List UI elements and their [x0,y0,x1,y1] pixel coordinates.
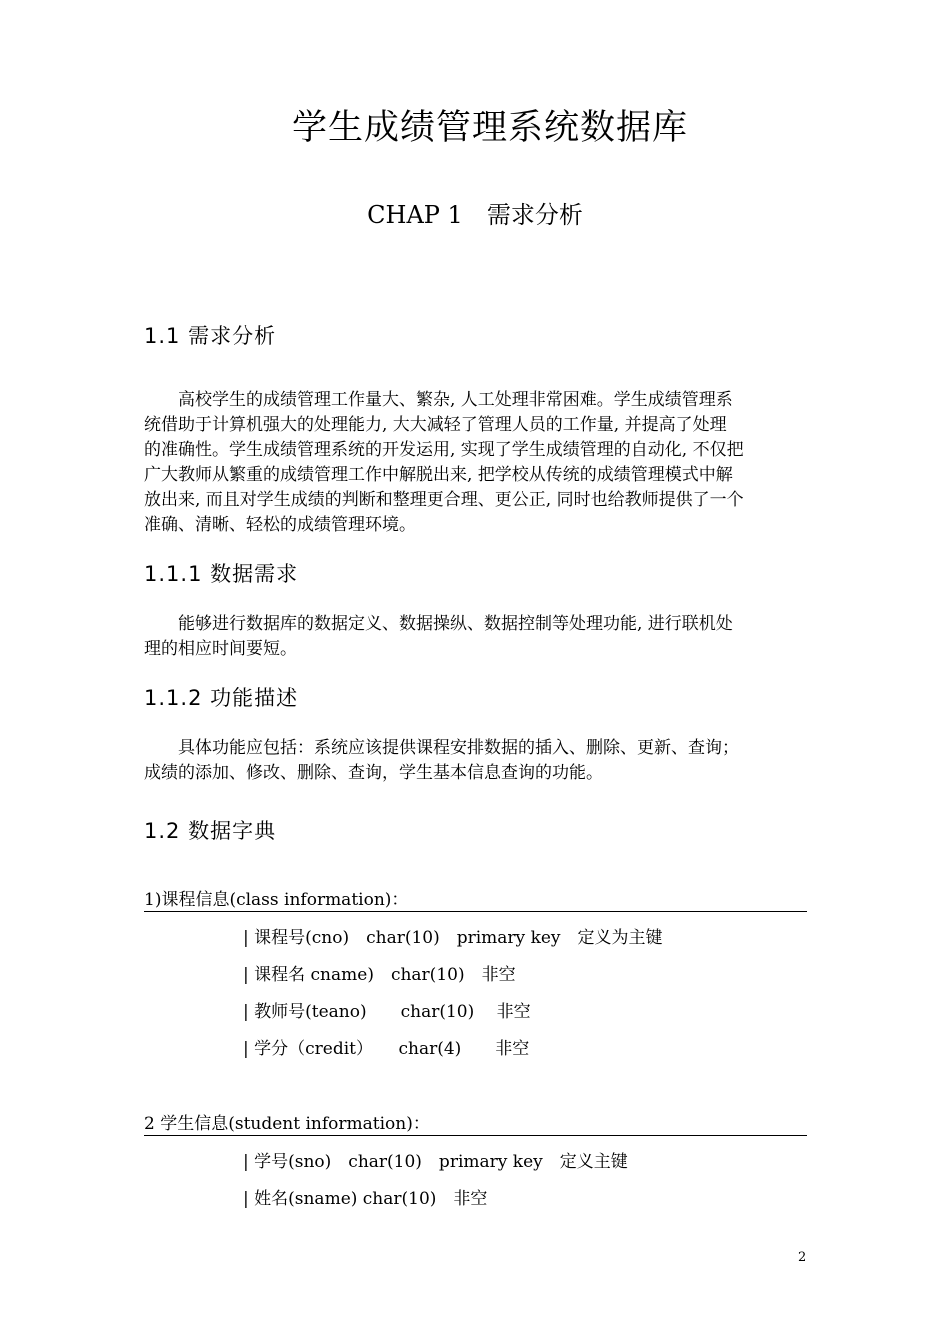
paragraph-requirements [144,388,809,538]
chapter-heading: CHAP 1 需求分析 [367,201,583,229]
page-number: 2 [798,1250,807,1265]
student-field-row: | 姓名(sname) char(10) 非空 [243,1189,488,1209]
paragraph-line: 广大教师从繁重的成绩管理工作中解脱出来, 把学校从传统的成绩管理模式中解 [144,465,733,485]
paragraph-line: 统借助于计算机强大的处理能力, 大大减轻了管理人员的工作量, 并提高了处理 [144,415,727,435]
paragraph-line: 理的相应时间要短。 [144,639,297,659]
section-heading-1-1-2: 1.1.2 功能描述 [144,686,299,710]
document-title: 学生成绩管理系统数据库 [291,108,688,148]
student-table-caption: 2 学生信息(student information)： [144,1109,807,1136]
paragraph-line: 能够进行数据库的数据定义、数据操纵、数据控制等处理功能, 进行联机处 [144,614,733,634]
paragraph-line: 准确、清晰、轻松的成绩管理环境。 [144,515,416,535]
paragraph-function-description [144,736,809,786]
student-field-row: | 学号(sno) char(10) primary key 定义主键 [243,1152,628,1172]
paragraph-line: 具体功能应包括：系统应该提供课程安排数据的插入、删除、更新、查询； [144,738,739,758]
class-field-row: | 课程名 cname) char(10) 非空 [243,965,516,985]
paragraph-line: 的准确性。学生成绩管理系统的开发运用, 实现了学生成绩管理的自动化, 不仅把 [144,440,744,460]
paragraph-data-requirements [144,612,809,662]
section-heading-1-1: 1.1 需求分析 [144,324,277,348]
paragraph-line: 成绩的添加、修改、删除、查询，学生基本信息查询的功能。 [144,763,603,783]
paragraph-line: 放出来, 而且对学生成绩的判断和整理更合理、更公正, 同时也给教师提供了一个 [144,490,744,510]
paragraph-line: 高校学生的成绩管理工作量大、繁杂, 人工处理非常困难。学生成绩管理系 [144,390,733,410]
class-field-row: | 教师号(teano) char(10) 非空 [243,1002,531,1022]
class-field-row: | 学分（credit） char(4) 非空 [243,1039,530,1059]
class-field-row: | 课程号(cno) char(10) primary key 定义为主键 [243,928,663,948]
section-heading-1-1-1: 1.1.1 数据需求 [144,562,299,586]
class-table-caption: 1)课程信息(class information)： [144,885,807,912]
section-heading-1-2: 1.2 数据字典 [144,819,277,843]
